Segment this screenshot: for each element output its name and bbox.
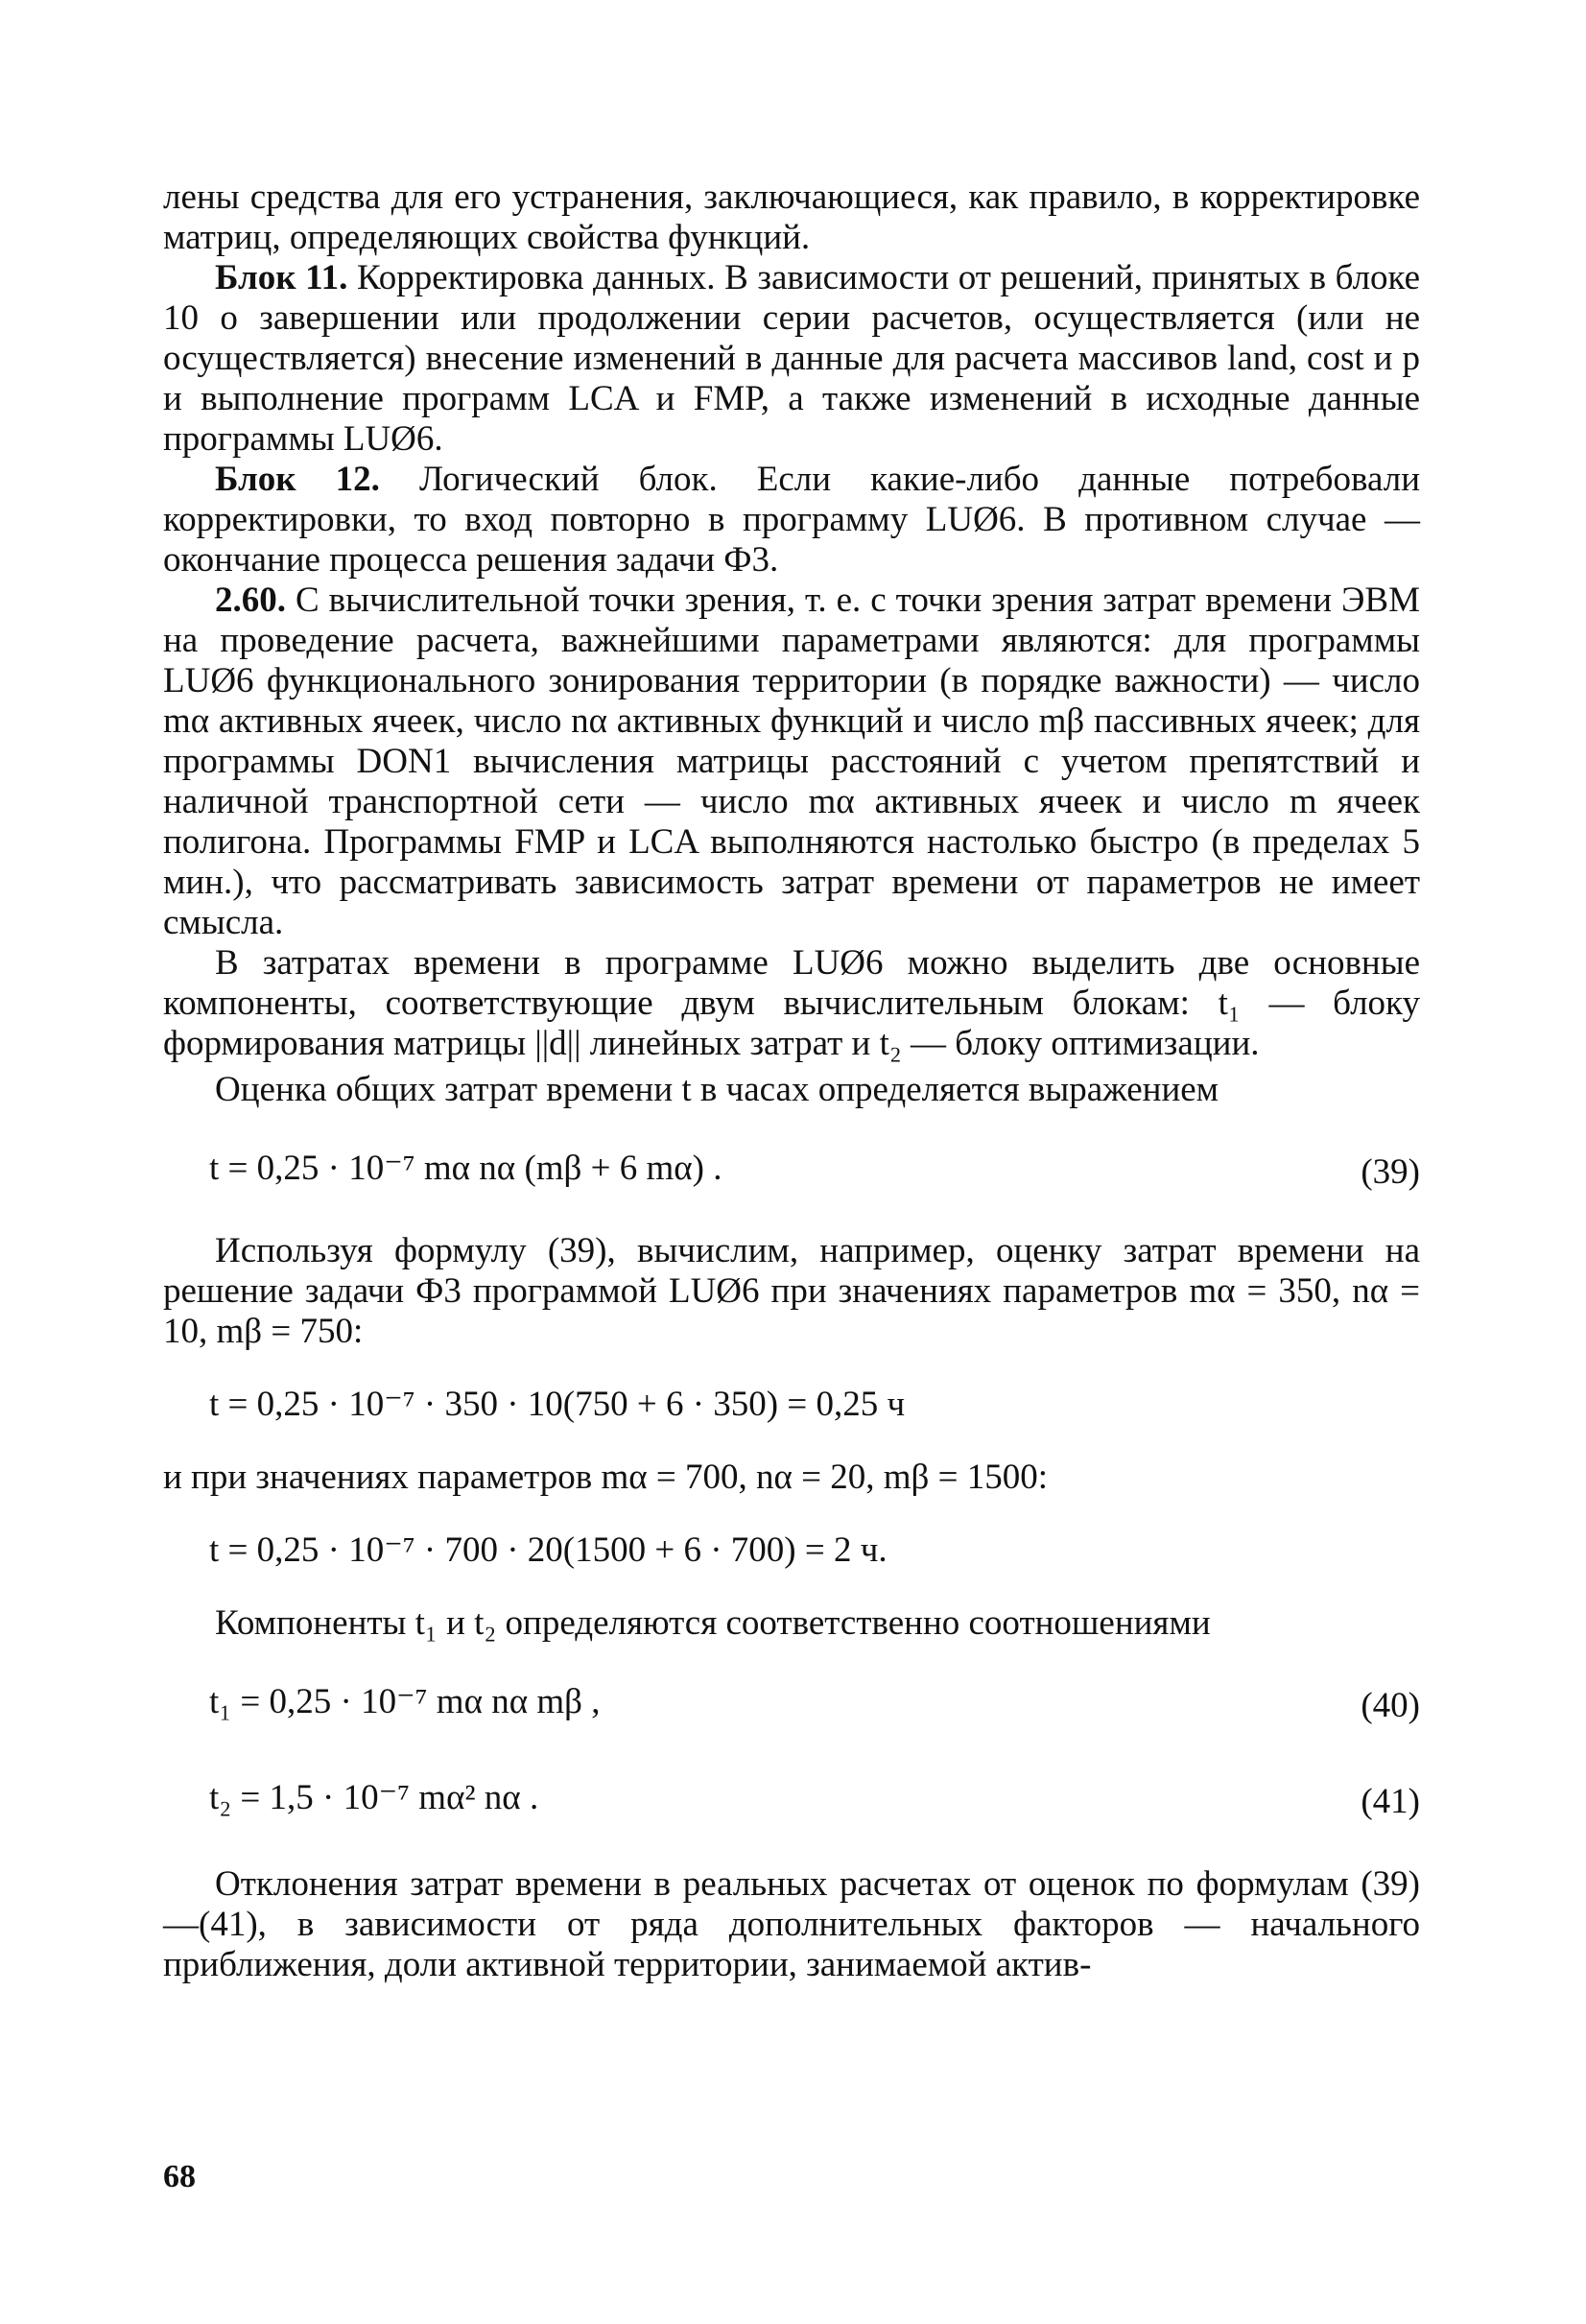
paragraph-components-relations: Компоненты t₁ и t₂ определяются соответственно соотношениями	[215, 1603, 1211, 1643]
equation-41-number: (41)	[1361, 1782, 1420, 1821]
equation-39	[163, 1149, 1420, 1193]
paragraph-section-2-60	[163, 581, 1420, 943]
block-12-text: Логический блок. Если какие-либо данные потребовали корректировки, то вход повторно в программу LUØ6. В противном случае — окончание процесса решения задачи Ф3.	[163, 460, 1420, 580]
equation-41	[163, 1765, 1420, 1826]
equation-40-formula: t₁ = 0,25 · 10⁻⁷ mα nα mβ ,	[209, 1682, 601, 1721]
equation-40-number: (40)	[1361, 1686, 1420, 1725]
calculation-1: t = 0,25 · 10⁻⁷ · 350 · 10(750 + 6 · 350) = 0,25 ч	[209, 1385, 906, 1424]
paragraph-second-params: и при значениях параметров mα = 700, nα = 20, mβ = 1500:	[163, 1458, 1049, 1497]
paragraph-intro: лены средства для его устранения, заключающиеся, как правило, в корректировке матриц, определяющих свойства функций.	[163, 178, 1420, 257]
paragraph-time-components: В затратах времени в программе LUØ6 можно выделить две основные компоненты, соответствующие двум вычислительным блокам: t₁ — блоку формирования матрицы ||d|| линейных затрат и t₂ — блоку оптимизации.	[163, 943, 1420, 1063]
page-body	[163, 178, 1420, 1985]
paragraph-time-estimate: Оценка общих затрат времени t в часах определяется выражением	[215, 1070, 1219, 1109]
paragraph-using-formula: Используя формулу (39), вычислим, например, оценку затрат времени на решение задачи Ф3 программой LUØ6 при значениях параметров mα = 350, nα = 10, mβ = 750:	[163, 1231, 1420, 1351]
block-11-label: Блок 11.	[215, 258, 348, 297]
equation-40	[163, 1682, 1420, 1726]
equation-41-formula: t₂ = 1,5 · 10⁻⁷ mα² nα .	[209, 1778, 539, 1817]
block-11-text: Корректировка данных. В зависимости от решений, принятых в блоке 10 о завершении или продолжении серии расчетов, осуществляется (или не осуществляется) внесение изменений в данные для расчета массивов land, cost и p и выполнение программ LCA и FMP, а также изменений в исходные данные программы LUØ6.	[163, 258, 1421, 459]
equation-39-number: (39)	[1361, 1152, 1420, 1192]
calculation-2: t = 0,25 · 10⁻⁷ · 700 · 20(1500 + 6 · 700) = 2 ч.	[209, 1530, 888, 1570]
paragraph-deviations: Отклонения затрат времени в реальных расчетах от оценок по формулам (39)—(41), в зависимости от ряда дополнительных факторов — начального приближения, доли активной территории, занимаемой актив-	[163, 1864, 1420, 1984]
equation-39-formula: t = 0,25 · 10⁻⁷ mα nα (mβ + 6 mα) .	[209, 1149, 722, 1188]
page-number: 68	[163, 2159, 196, 2194]
paragraph-block-11	[163, 258, 1420, 460]
section-2-60-label: 2.60.	[215, 581, 286, 620]
section-2-60-text: С вычислительной точки зрения, т. е. с точки зрения затрат времени ЭВМ на проведение расчета, важнейшими параметрами являются: для программы LUØ6 функционального зонирования территории (в порядке важности) — число mα активных ячеек, число nα активных функций и число mβ пассивных ячеек; для программы DON1 вычисления матрицы расстояний с учетом препятствий и наличной транспортной сети — число mα активных ячеек и число m ячеек полигона. Программы FMP и LCA выполняются настолько быстро (в пределах 5 мин.), что рассматривать зависимость затрат времени от параметров не имеет смысла.	[163, 581, 1420, 942]
block-12-label: Блок 12.	[215, 460, 380, 499]
paragraph-block-12	[163, 460, 1420, 581]
